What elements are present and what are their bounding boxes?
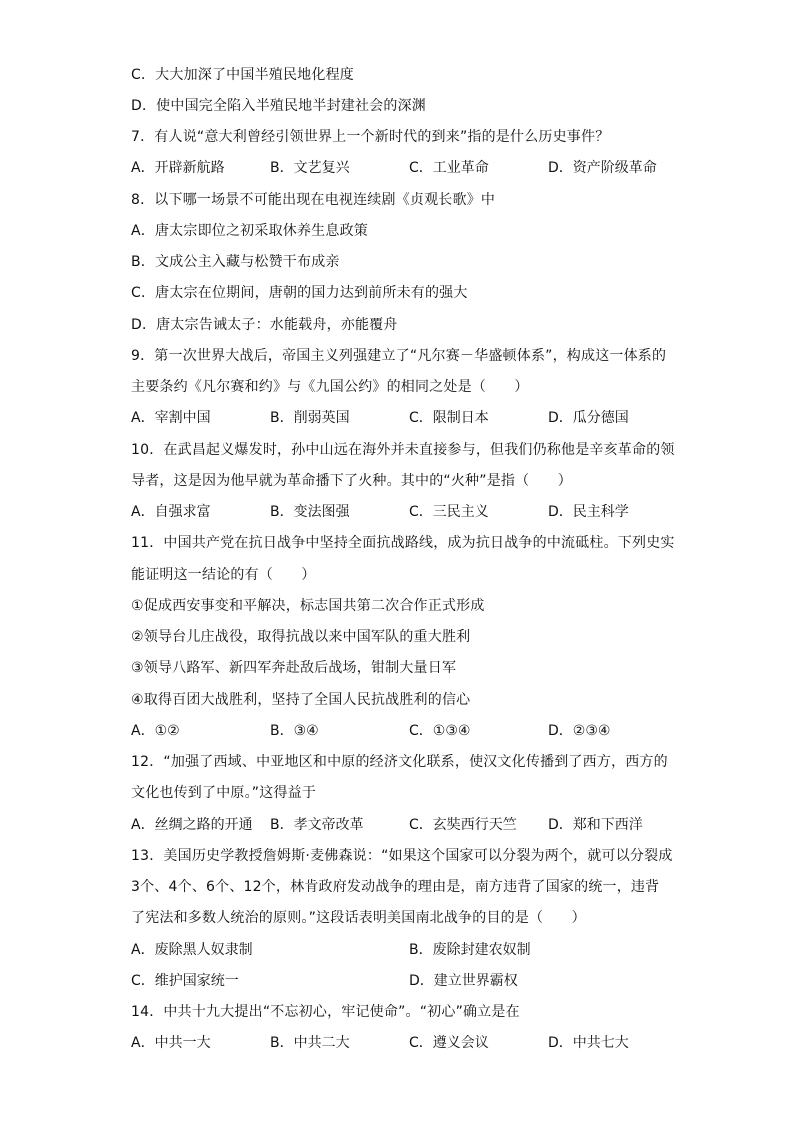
q12-option-d: D．郑和下西洋 [548, 817, 643, 833]
q7-stem: 7．有人说“意大利曾经引领世界上一个新时代的到来”指的是什么历史事件？ [131, 129, 610, 145]
q8-stem: 8．以下哪一场景不可能出现在电视连续剧《贞观长歌》中 [131, 192, 496, 208]
q11-item-4: ④取得百团大战胜利，坚持了全国人民抗战胜利的信心 [131, 692, 471, 708]
q14-option-d: D．中共七大 [548, 1035, 629, 1051]
q7-option-d: D．资产阶级革命 [548, 160, 657, 176]
q7-option-c: C．工业革命 [409, 160, 489, 176]
q8-option-b: B．文成公主入藏与松赞干布成亲 [131, 254, 340, 270]
q6-option-d: D．使中国完全陷入半殖民地半封建社会的深渊 [131, 98, 426, 114]
q12-option-a: A．丝绸之路的开通 [131, 817, 253, 833]
q6-option-c: C．大大加深了中国半殖民地化程度 [131, 67, 354, 83]
q12-option-b: B．孝文帝改革 [270, 817, 364, 833]
q9-stem-line2: 主要条约《凡尔赛和约》与《九国公约》的相同之处是（ ） [131, 379, 529, 395]
q7-option-b: B．文艺复兴 [270, 160, 350, 176]
q11-option-c: C．①③④ [409, 723, 471, 739]
q13-option-a: A．废除黑人奴隶制 [131, 942, 253, 958]
q14-option-b: B．中共二大 [270, 1035, 350, 1051]
q13-stem-line2: 3个、4个、6个、12个，林肯政府发动战争的理由是，南方违背了国家的统一，违背 [131, 879, 660, 895]
q11-item-2: ②领导台儿庄战役，取得抗战以来中国军队的重大胜利 [131, 629, 471, 645]
q13-option-c: C．维护国家统一 [131, 973, 239, 989]
q10-stem-line1: 10．在武昌起义爆发时，孙中山远在海外并未直接参与，但我们仍称他是辛亥革命的领 [131, 442, 675, 458]
q8-option-c: C．唐太宗在位期间，唐朝的国力达到前所未有的强大 [131, 285, 468, 301]
q10-option-a: A．自强求富 [131, 504, 211, 520]
q12-stem-line2: 文化也传到了中原。”这得益于 [131, 785, 317, 801]
q10-stem-line2: 导者，这是因为他早就为革命播下了火种。其中的“火种”是指（ ） [131, 473, 572, 489]
q13-option-b: B．废除封建农奴制 [409, 942, 531, 958]
q10-option-c: C．三民主义 [409, 504, 489, 520]
q11-option-a: A．①② [131, 723, 180, 739]
q12-option-c: C．玄奘西行天竺 [409, 817, 517, 833]
q11-option-d: D．②③④ [548, 723, 611, 739]
q10-option-d: D．民主科学 [548, 504, 629, 520]
q13-stem-line1: 13．美国历史学教授詹姆斯·麦佛森说：“如果这个国家可以分裂为两个，就可以分裂成 [131, 848, 673, 864]
q11-stem-line1: 11．中国共产党在抗日战争中坚持全面抗战路线，成为抗日战争的中流砥柱。下列史实 [131, 535, 675, 551]
q13-option-d: D．建立世界霸权 [409, 973, 518, 989]
q14-stem: 14．中共十九大提出“不忘初心，牢记使命”。“初心”确立是在 [131, 1004, 520, 1020]
q9-option-d: D．瓜分德国 [548, 410, 629, 426]
q9-option-b: B．削弱英国 [270, 410, 350, 426]
q11-item-3: ③领导八路军、新四军奔赴敌后战场，钳制大量日军 [131, 660, 457, 676]
q10-option-b: B．变法图强 [270, 504, 350, 520]
q8-option-d: D．唐太宗告诫太子：水能载舟，亦能覆舟 [131, 317, 398, 333]
q11-item-1: ①促成西安事变和平解决，标志国共第二次合作正式形成 [131, 598, 485, 614]
q8-option-a: A．唐太宗即位之初采取休养生息政策 [131, 223, 368, 239]
q11-stem-line2: 能证明这一结论的有（ ） [131, 567, 316, 583]
q11-option-b: B．③④ [270, 723, 319, 739]
q14-option-c: C．遵义会议 [409, 1035, 489, 1051]
q14-option-a: A．中共一大 [131, 1035, 211, 1051]
q7-option-a: A．开辟新航路 [131, 160, 225, 176]
q13-stem-line3: 了宪法和多数人统治的原则。”这段话表明美国南北战争的目的是（ ） [131, 910, 586, 926]
q9-option-a: A．宰割中国 [131, 410, 211, 426]
q12-stem-line1: 12．“加强了西域、中亚地区和中原的经济文化联系，使汉文化传播到了西方，西方的 [131, 754, 668, 770]
q9-stem-line1: 9．第一次世界大战后，帝国主义列强建立了“凡尔赛－华盛顿体系”，构成这一体系的 [131, 348, 667, 364]
q9-option-c: C．限制日本 [409, 410, 489, 426]
